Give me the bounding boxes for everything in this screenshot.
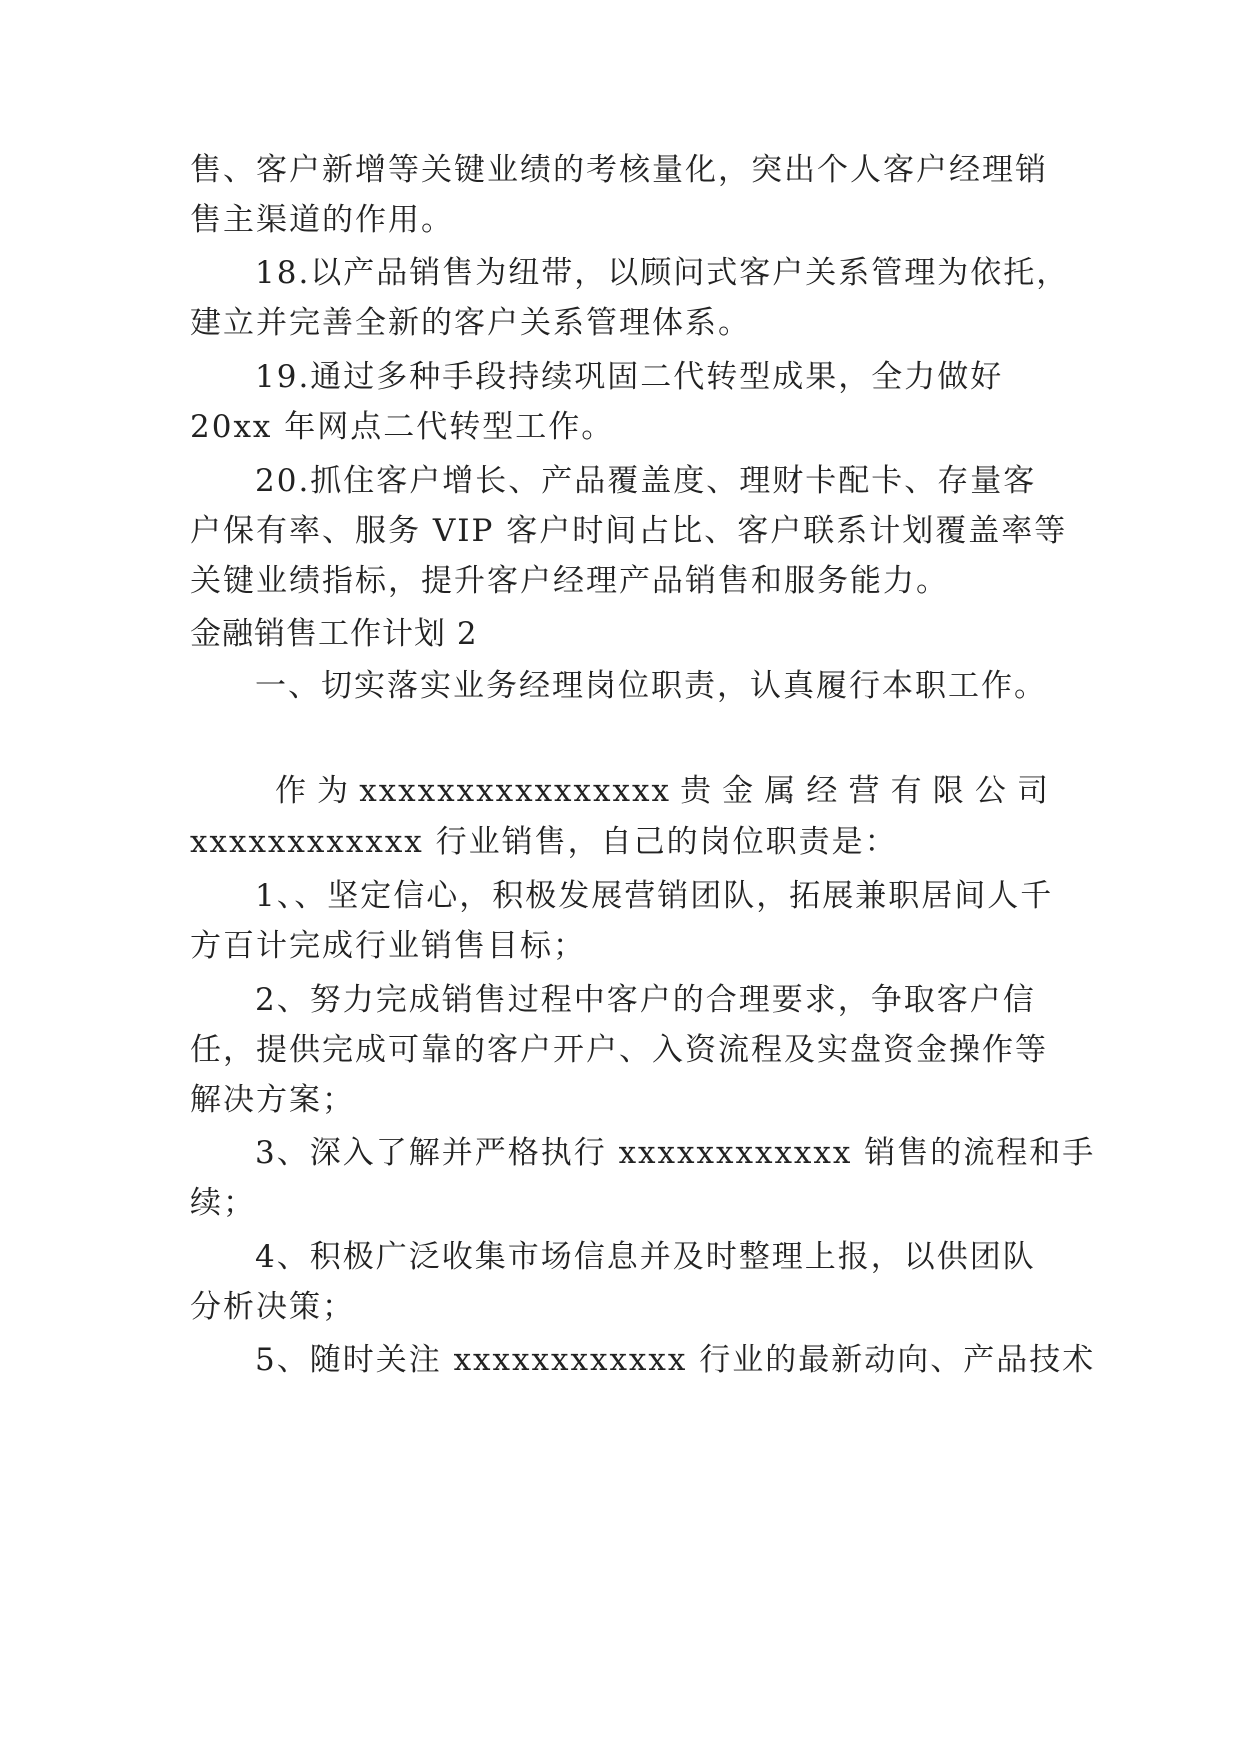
paragraph-line: 4、积极广泛收集市场信息并及时整理上报，以供团队 — [255, 1239, 1036, 1275]
paragraph-line: 3、深入了解并严格执行 xxxxxxxxxxxx 销售的流程和手 — [255, 1135, 1096, 1171]
text-segment: 限 — [932, 773, 966, 809]
paragraph-line: 续； — [190, 1185, 256, 1221]
paragraph-line: 建立并完善全新的客户关系管理体系。 — [190, 305, 751, 341]
paragraph-line: 1、、坚定信心，积极发展营销团队，拓展兼职居间人千 — [255, 878, 1054, 914]
paragraph-line: 售主渠道的作用。 — [190, 202, 454, 238]
paragraph-line: 户保有率、服务 VIP 客户时间占比、客户联系计划覆盖率等 — [190, 513, 1068, 549]
text-segment: 金 — [722, 773, 756, 809]
text-segment: xxxxxxxxxxxxxxxx — [359, 773, 671, 809]
text-segment: 司 — [1016, 773, 1050, 809]
paragraph-line: 2、努力完成销售过程中客户的合理要求，争取客户信 — [255, 982, 1036, 1018]
paragraph-line: 关键业绩指标，提升客户经理产品销售和服务能力。 — [190, 563, 949, 599]
text-segment: 属 — [764, 773, 798, 809]
text-segment: 有 — [890, 773, 924, 809]
paragraph-line: 18.以产品销售为纽带，以顾问式客户关系管理为依托， — [255, 255, 1070, 291]
text-segment: 营 — [848, 773, 882, 809]
text-segment: 经 — [806, 773, 840, 809]
paragraph-line: 5、随时关注 xxxxxxxxxxxx 行业的最新动向、产品技术 — [255, 1342, 1096, 1378]
section-heading: 金融销售工作计划 2 — [190, 616, 478, 652]
text-segment: 为 — [317, 773, 351, 809]
paragraph-line: 20xx 年网点二代转型工作。 — [190, 409, 615, 445]
paragraph-line: 分析决策； — [190, 1289, 355, 1325]
text-segment: 作 — [275, 773, 308, 809]
justified-paragraph-line — [275, 771, 1050, 811]
paragraph-line: 解决方案； — [190, 1082, 355, 1118]
text-segment: 贵 — [680, 773, 714, 809]
paragraph-line: 售、客户新增等关键业绩的考核量化，突出个人客户经理销 — [190, 152, 1048, 188]
paragraph-line: 方百计完成行业销售目标； — [190, 928, 586, 964]
paragraph-line: 一、切实落实业务经理岗位职责，认真履行本职工作。 — [255, 668, 1047, 704]
paragraph-line: 20.抓住客户增长、产品覆盖度、理财卡配卡、存量客 — [255, 463, 1037, 499]
paragraph-line: 任，提供完成可靠的客户开户、入资流程及实盘资金操作等 — [190, 1032, 1048, 1068]
paragraph-line: 19.通过多种手段持续巩固二代转型成果，全力做好 — [255, 359, 1004, 395]
text-segment: 公 — [974, 773, 1008, 809]
paragraph-line: xxxxxxxxxxxx 行业销售，自己的岗位职责是： — [190, 824, 898, 860]
